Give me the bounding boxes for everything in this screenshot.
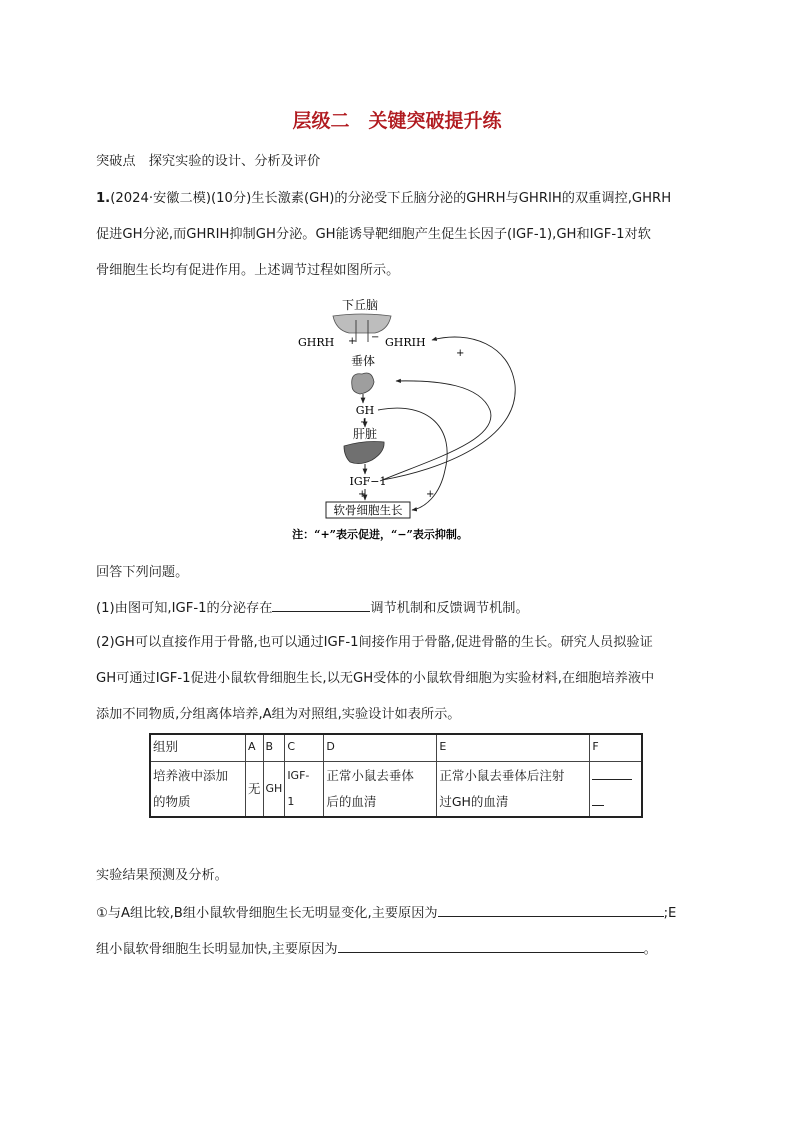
question-1-line-3: 骨细胞生长均有促进作用。上述调节过程如图所示。 — [96, 263, 400, 278]
result1-line2-before: 组小鼠软骨细胞生长明显加快,主要原因为 — [96, 942, 338, 957]
page-title: 层级二 关键突破提升练 — [292, 110, 502, 132]
ghrh-label: GHRH — [298, 336, 335, 349]
question-number: 1. — [96, 191, 111, 206]
ghrih-feedback-plus: + — [456, 348, 465, 359]
regulation-diagram — [0, 0, 794, 560]
row-label-line-2: 的物质 — [153, 794, 191, 809]
cell-c — [285, 762, 324, 818]
sub-question-2-line-3: 添加不同物质,分组离体培养,A组为对照组,实验设计如表所示。 — [96, 707, 461, 722]
igf1-target-plus: + — [358, 489, 367, 500]
header-a: A — [246, 734, 264, 762]
sub1-text-after: 调节机制和反馈调节机制。 — [370, 601, 529, 616]
target-label: 软骨细胞生长 — [333, 503, 403, 517]
result-1-line-1 — [96, 902, 676, 924]
answer-blank-1[interactable] — [272, 597, 370, 612]
liver-shape — [344, 442, 384, 464]
question-1-text-1: (2024·安徽二模)(10分)生长激素(GH)的分泌受下丘脑分泌的GHRH与GHRIH的双重调控,GHRH — [110, 191, 672, 206]
result1-text-after: ;E — [663, 906, 677, 921]
result-intro: 实验结果预测及分析。 — [96, 868, 228, 883]
result1-line2-after: 。 — [643, 942, 657, 957]
header-group: 组别 — [150, 734, 246, 762]
header-f: F — [590, 734, 643, 762]
header-e: E — [437, 734, 590, 762]
answer-blank-3[interactable] — [338, 938, 644, 953]
answer-intro: 回答下列问题。 — [96, 565, 189, 580]
ghrh-plus: + — [348, 336, 357, 347]
answer-blank-f-2[interactable] — [592, 791, 604, 806]
cell-d-line-1: 正常小鼠去垂体 — [326, 768, 414, 783]
pituitary-label: 垂体 — [350, 354, 376, 368]
section-heading: 突破点 探究实验的设计、分析及评价 — [96, 154, 321, 169]
cell-d — [324, 762, 437, 818]
gh-liver-plus: + — [360, 417, 369, 428]
hypothalamus-shape — [333, 314, 391, 333]
ghrih-label: GHRIH — [385, 336, 426, 349]
answer-blank-2[interactable] — [438, 902, 664, 917]
header-b: B — [263, 734, 285, 762]
table-header-row — [150, 734, 642, 762]
sub-question-1 — [96, 597, 529, 619]
cell-e — [437, 762, 590, 818]
cell-f — [590, 762, 643, 818]
cell-b: GH — [263, 762, 285, 818]
cell-e-line-2: 过GH的血清 — [439, 794, 509, 809]
gh-target-plus: + — [426, 489, 435, 500]
question-1-line-2: 促进GH分泌,而GHRIH抑制GH分泌。GH能诱导靶细胞产生促生长因子(IGF-1),GH和IGF-1对软 — [96, 227, 651, 242]
cell-e-line-1: 正常小鼠去垂体后注射 — [439, 768, 565, 783]
cell-c-line-1: IGF- — [287, 769, 310, 782]
gh-label: GH — [355, 404, 375, 417]
experiment-table — [149, 733, 643, 818]
header-c: C — [285, 734, 324, 762]
cell-d-line-2: 后的血清 — [326, 794, 377, 809]
arrow-gh-target — [378, 408, 447, 510]
pituitary-shape — [352, 373, 374, 394]
igf1-label: IGF−1 — [349, 475, 387, 488]
liver-label: 肝脏 — [352, 427, 378, 441]
sub1-text-before: (1)由图可知,IGF-1的分泌存在 — [96, 601, 273, 616]
result1-text-before: ①与A组比较,B组小鼠软骨细胞生长无明显变化,主要原因为 — [96, 906, 438, 921]
hypothalamus-label: 下丘脑 — [341, 298, 379, 312]
table-row — [150, 762, 642, 818]
sub-question-2-line-1: (2)GH可以直接作用于骨骼,也可以通过IGF-1间接作用于骨骼,促进骨骼的生长。研究人员拟验证 — [96, 635, 653, 650]
cell-a: 无 — [246, 762, 264, 818]
answer-blank-f-1[interactable] — [592, 765, 632, 780]
diagram-note: 注：“+”表示促进，“−”表示抑制。 — [292, 528, 468, 541]
result-1-line-2 — [96, 938, 657, 960]
sub-question-2-line-2: GH可通过IGF-1促进小鼠软骨细胞生长,以无GH受体的小鼠软骨细胞为实验材料,在细胞培养液中 — [96, 671, 655, 686]
row-label-line-1: 培养液中添加 — [153, 768, 229, 783]
cell-c-line-2: 1 — [287, 795, 295, 808]
ghrih-minus: − — [371, 332, 380, 343]
row-label — [150, 762, 246, 818]
header-d: D — [324, 734, 437, 762]
